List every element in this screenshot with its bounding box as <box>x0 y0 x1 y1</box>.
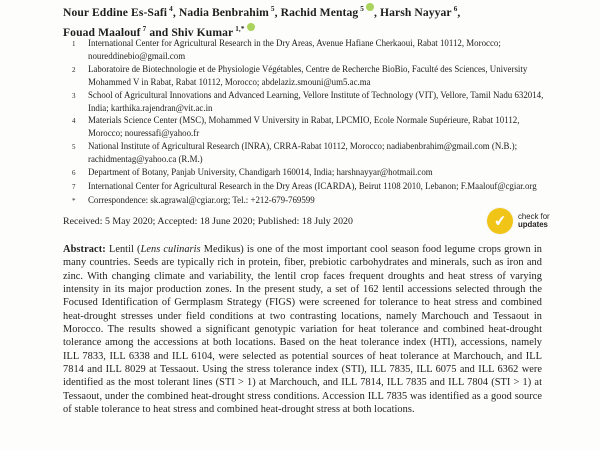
affiliation-item <box>72 194 544 208</box>
affiliation-text: Laboratoire de Biotechnologie et de Physiologie Végétables, Centre de Recherche BioBio, Faculté des Sciences, University Mohammed V in Rabat, Rabat 10112, Morocco; abdelaziz.smouni@um5.ac.ma <box>88 63 528 87</box>
author-name: Rachid Mentag $^5$ <box>281 6 374 19</box>
dates-line <box>63 216 353 227</box>
author-affiliation-sup: 7 <box>142 24 147 33</box>
author-affiliation-sup: 4 <box>169 5 173 13</box>
affiliation-marker: 7 <box>72 182 76 191</box>
affiliation-list <box>72 37 544 208</box>
abstract-species-name: Lens culinaris <box>140 244 201 255</box>
author-affiliation-sup: 1,* <box>235 24 245 33</box>
orcid-icon[interactable] <box>366 3 374 11</box>
affiliation-item <box>72 89 544 115</box>
author-name: Harsh Nayyar $^6$ <box>379 5 458 19</box>
author-affiliation-sup: 6 <box>453 5 458 13</box>
affiliation-item <box>72 180 544 194</box>
affiliation-item <box>72 166 544 180</box>
affiliation-text: Department of Botany, Panjab University, Chandigarh 160014, India; harshnayyar@hotmail.com <box>88 167 433 178</box>
author-affiliation-sup: 5 <box>270 5 275 13</box>
affiliation-marker: 6 <box>72 169 76 178</box>
affiliation-marker: 4 <box>72 117 76 126</box>
check-icon: ✔ <box>492 210 508 231</box>
affiliation-marker: 5 <box>72 143 76 152</box>
affiliation-text: International Center for Agricultural Research in the Dry Areas, Avenue Hafiane Cherkaoui, Rabat 10112, Morocco; noureddinebio@gmail.com <box>88 38 501 61</box>
affiliation-text: Materials Science Center (MSC), Mohammed V University in Rabat, LPCMIO, Ecole Normale Supérieure, Rabat 10112, Morocco; nouressafi@yahoo.fr <box>88 115 520 139</box>
affiliation-item <box>72 37 544 63</box>
affiliation-text: National Institute of Agricultural Research (INRA), CRRA-Rabat 10112, Morocco; nadiabenbrahim@gmail.com (N.B.); rachidmentag@yahoo.ca (R.M.) <box>88 141 518 165</box>
affiliation-text: Correspondence: sk.agrawal@cgiar.org; Tel.: +212-679-769599 <box>88 194 315 205</box>
author-list <box>63 1 549 41</box>
affiliation-marker: 3 <box>72 91 76 100</box>
affiliation-marker: 1 <box>72 40 76 48</box>
abstract-text-post: Medikus) is one of the most important cool season food legume crops grown in many countries. Seeds are typically rich in protein, fiber, prebiotic carbohydrates and minerals, such as iron and zinc. With changing climate and variability, the lentil crop faces frequent droughts and heat stress of varying intensity in its major production zones. In the present study, a set of 162 lentil accessions selected through the Focused Identification of Germplasm Strategy (FIGS) were screened for tolerance to heat stress and combined heat-drought stresses under field conditions at two contrasting locations, namely Marchouch and Tessaout in Morocco. The results showed a significant genotypic variation for heat tolerance and combined heat-drought tolerance among the accessions at both locations. Based on the heat tolerance index (HTI), accessions, namely ILL 7833, ILL 6338 and ILL 6104, were selected as potential sources of heat tolerance at Marchouch, and ILL 7814 and ILL 8029 at Tessaout. Using the stress tolerance index (STI), ILL 7835, ILL 6075 and ILL 6362 were identified as the most tolerant lines (STI > 1) at Marchouch, and ILL 7814, ILL 7835 and ILL 7804 (STI > 1) at Tessaout, under the combined heat-drought stress conditions. Accession ILL 7835 was identified as a good source of stable tolerance to heat stress and combined heat-drought stress at both locations. <box>63 244 542 416</box>
abstract <box>63 243 542 416</box>
author-name: Nadia Benbrahim $^5$ <box>178 5 275 19</box>
author-name: Fouad Maalouf $^7$ <box>63 24 147 39</box>
check-for-updates-label <box>518 213 550 230</box>
affiliation-item <box>72 63 544 89</box>
orcid-icon[interactable] <box>247 23 255 31</box>
author-affiliation-sup: 5 <box>360 5 364 13</box>
dates-text: Received: 5 May 2020; Accepted: 18 June 2020; Published: 18 July 2020 <box>63 216 353 227</box>
affiliation-text: School of Agricultural Innovations and Advanced Learning, Vellore Institute of Technology (VIT), Vellore, Tamil Nadu 632014, India; karthika.rajendran@vit.ac.in <box>88 89 544 113</box>
badge-line-2: updates <box>518 220 548 229</box>
abstract-label: Abstract: <box>63 244 106 255</box>
author-name: Nour Eddine Es-Safi $^4$ <box>63 5 173 19</box>
badge-line-1: check for <box>518 211 550 221</box>
check-circle-icon <box>487 208 513 234</box>
author-name: Shiv Kumar $^{1,*}$ <box>171 26 254 39</box>
affiliation-item <box>72 140 544 166</box>
abstract-text-pre: Lentil ( <box>105 244 141 255</box>
affiliation-marker: * <box>72 196 76 205</box>
author-line-1: Nour Eddine Es-Safi $^4$, Nadia Benbrahim $^5$, Rachid Mentag $^5$ , Harsh Nayyar $^6$, <box>63 5 461 19</box>
affiliation-marker: 2 <box>72 65 76 74</box>
author-line-2: Fouad Maalouf $^7$ and Shiv Kumar $^{1,*}$ <box>63 21 549 41</box>
affiliation-item <box>72 114 544 140</box>
check-for-updates-badge[interactable] <box>487 208 550 234</box>
affiliation-text: International Center for Agricultural Research in the Dry Areas (ICARDA), Beirut 1108 2010, Lebanon; F.Maalouf@cgiar.org <box>88 180 537 191</box>
